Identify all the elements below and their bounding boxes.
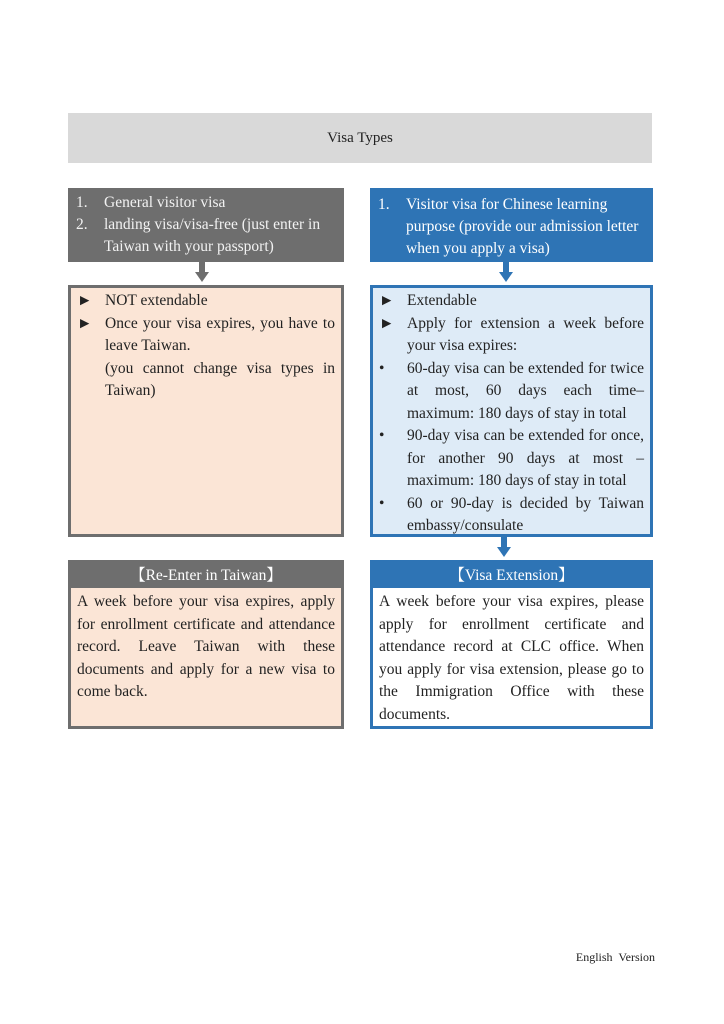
arrow-right-bottom: [497, 537, 511, 557]
point-text: Once your visa expires, you have to leave Taiwan.: [105, 314, 335, 354]
chinese-learning-visa-points: [379, 290, 644, 538]
list-item: [379, 425, 644, 493]
re-enter-header: [68, 560, 344, 588]
point-text: Apply for extension a week before your visa expires:: [407, 314, 644, 354]
list-number: 2.: [76, 216, 88, 233]
point-text: Extendable: [407, 292, 477, 309]
list-number: 1.: [76, 194, 88, 211]
list-item: [379, 493, 644, 538]
arrow-bullet-icon: ►: [379, 292, 395, 309]
arrow-bullet-icon: ►: [77, 292, 93, 309]
list-text: landing visa/visa-free (just enter in Taiwan with your passport): [104, 216, 321, 255]
list-item: [77, 290, 335, 313]
list-item: [379, 313, 644, 358]
dot-bullet-icon: •: [379, 427, 385, 444]
visa-extension-text: A week before your visa expires, please apply for enrollment certificate and attendance record at CLC office. When you apply for visa extension, please go to the Immigration Office with these documents.: [379, 593, 644, 723]
general-visa-points: [77, 290, 335, 403]
arrow-left-top: [195, 262, 209, 282]
arrow-bullet-icon: ►: [379, 314, 395, 332]
re-enter-text: A week before your visa expires, apply for enrollment certificate and attendance record. Leave Taiwan with these documents and apply for a new visa to come back.: [77, 593, 335, 700]
list-item: [379, 290, 644, 313]
bullet-spacer: [77, 358, 105, 403]
list-item: [379, 358, 644, 426]
list-text: General visitor visa: [104, 194, 226, 211]
point-text: (you cannot change visa types in Taiwan): [105, 359, 335, 399]
re-enter-title: 【Re-Enter in Taiwan】: [130, 567, 282, 584]
arrow-right-top: [499, 262, 513, 282]
dot-bullet-icon: •: [379, 359, 385, 377]
page-title: Visa Types: [327, 129, 393, 146]
chinese-learning-visa-details-box: [370, 285, 653, 537]
list-number: 1.: [378, 196, 390, 213]
general-visa-details-box: [68, 285, 344, 537]
point-text: 60-day visa can be extended for twice at most, 60 days each time– maximum: 180 days of stay in total: [407, 359, 644, 422]
visa-extension-title: 【Visa Extension】: [449, 567, 574, 584]
point-text: NOT extendable: [105, 292, 208, 309]
arrow-bullet-icon: ►: [77, 314, 93, 332]
list-item: [77, 313, 335, 358]
point-text: 60 or 90-day is decided by Taiwan embassy/consulate: [407, 494, 644, 534]
dot-bullet-icon: •: [379, 494, 385, 512]
point-text: 90-day visa can be extended for once, for another 90 days at most – maximum: 180 days of stay in total: [407, 427, 644, 489]
visa-extension-instructions: [370, 588, 653, 729]
re-enter-instructions: [68, 588, 344, 729]
list-text: Visitor visa for Chinese learning purpose (provide our admission letter when you apply a visa): [406, 196, 639, 257]
footer-version: English Version: [575, 950, 655, 964]
visa-extension-header: [370, 560, 653, 588]
list-item: [77, 358, 335, 403]
